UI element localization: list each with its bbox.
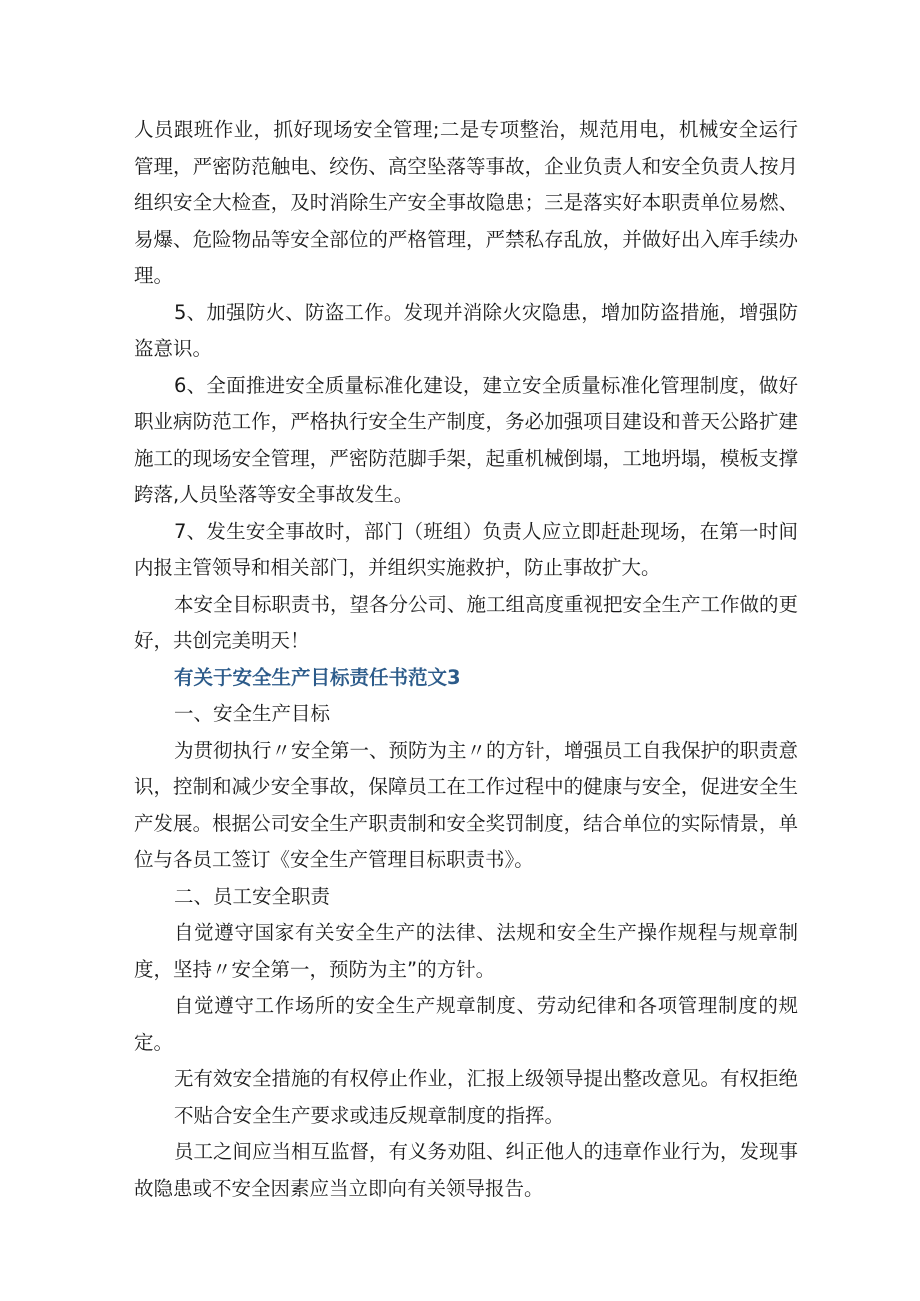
section1-body: 为贯彻执行〃安全第一、预防为主〃的方针，增强员工自我保护的职责意识，控制和减少安全事故，保障员工在工作过程中的健康与安全，促进安全生产发展。根据公司安全生产职责制和安全奖罚制度，结合单位的实际情景，单位与各员工签订《安全生产管理目标职责书》。 — [134, 738, 799, 871]
paragraph-item-5: 5、加强防火、防盗工作。发现并消除火灾隐患，增加防盗措施，增强防盗意识。 — [134, 300, 798, 360]
section2-item: 员工之间应当相互监督，有义务劝阻、纠正他人的违章作业行为，发现事故隐患或不安全因素应当立即向有关领导报告。 — [134, 1140, 799, 1200]
section2-item: 自觉遵守工作场所的安全生产规章制度、劳动纪律和各项管理制度的规定。 — [134, 994, 798, 1054]
section2-item: 无有效安全措施的有权停止作业，汇报上级领导提出整改意见。有权拒绝不贴合安全生产要求或违反规章制度的指挥。 — [174, 1067, 799, 1127]
paragraph-continuation: 人员跟班作业，抓好现场安全管理;二是专项整治，规范用电，机械安全运行管理，严密防范触电、绞伤、高空坠落等事故，企业负责人和安全负责人按月组织安全大检查，及时消除生产安全事故隐患；三是落实好本职责单位易燃、易爆、危险物品等安全部位的严格管理，严禁私存乱放，并做好出入库手续办理。 — [134, 118, 798, 287]
document-body — [134, 112, 798, 1207]
section-heading: 有关于安全生产目标责任书范文3 — [174, 665, 461, 689]
section1-title: 一、安全生产目标 — [174, 702, 331, 725]
section2-item: 自觉遵守国家有关安全生产的法律、法规和安全生产操作规程与规章制度，坚持〃安全第一，预防为主”的方针。 — [134, 921, 798, 981]
paragraph-closing: 本安全目标职责书，望各分公司、施工组高度重视把安全生产工作做的更好，共创完美明天！ — [134, 592, 799, 652]
paragraph-item-6: 6、全面推进安全质量标准化建设，建立安全质量标准化管理制度，做好职业病防范工作，严格执行安全生产制度，务必加强项目建设和普天公路扩建施工的现场安全管理，严密防范脚手架，起重机械倒塌，工地坍塌，模板支撑跨落,人员坠落等安全事故发生。 — [134, 373, 798, 506]
section2-title: 二、员工安全职责 — [174, 884, 331, 908]
paragraph-item-7: 7、发生安全事故时，部门（班组）负责人应立即赶赴现场，在第一时间内报主管领导和相关部门，并组织实施救护，防止事故扩大。 — [134, 519, 798, 579]
